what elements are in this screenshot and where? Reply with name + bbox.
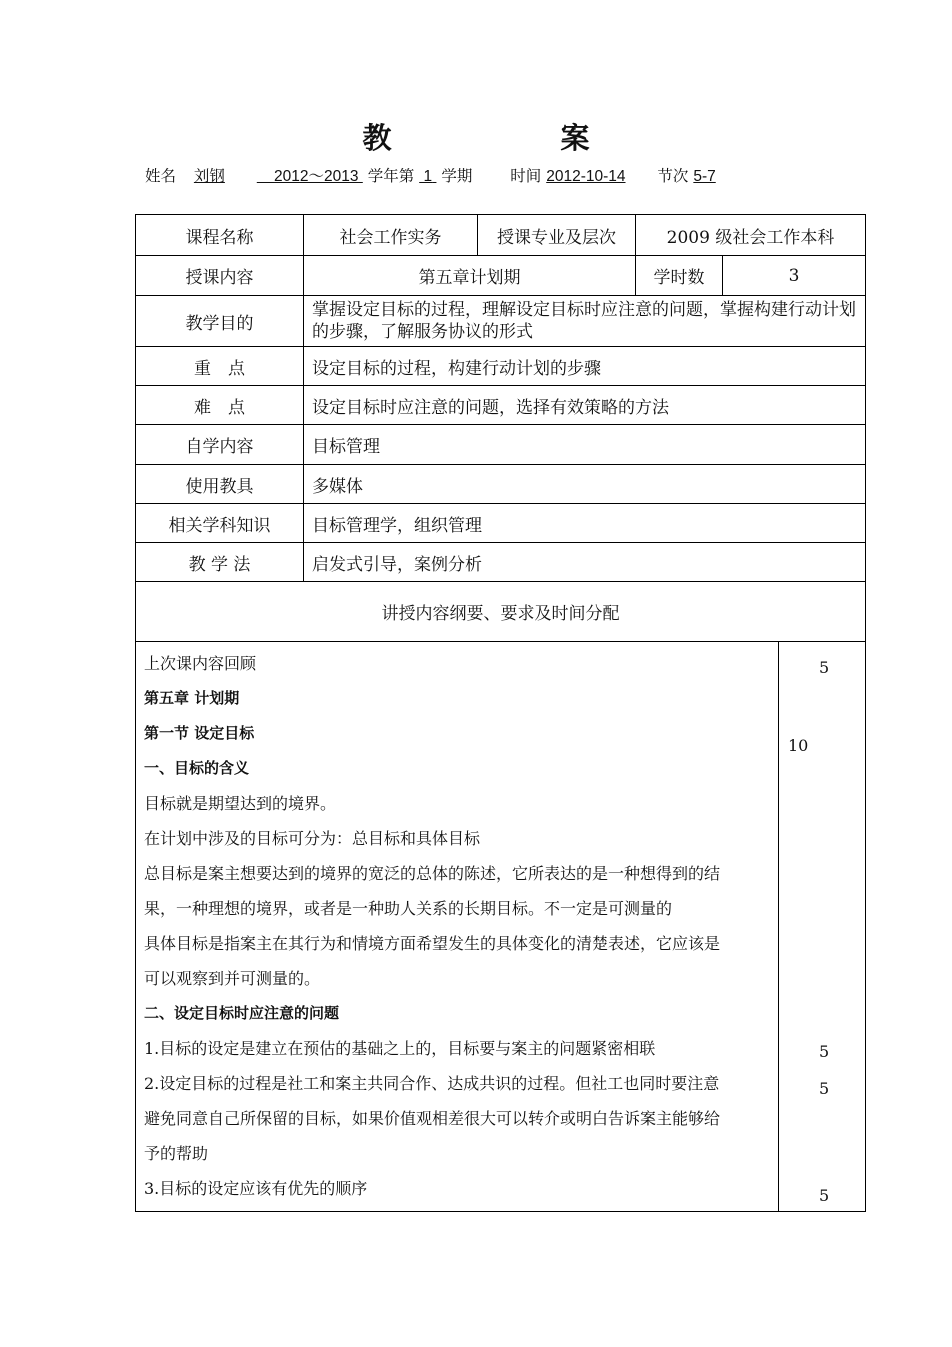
outline-line: 1.目标的设定是建立在预估的基础之上的，目标要与案主的问题紧密相联: [144, 1038, 656, 1058]
outline-line: 2.设定目标的过程是社工和案主共同合作、达成共识的过程。但社工也同时要注意: [144, 1073, 720, 1093]
outline-heading: 二、设定目标时应注意的问题: [144, 1003, 340, 1022]
outline-lines: [144, 647, 770, 1207]
related-label: 相关学科知识: [136, 504, 304, 543]
method-value: 启发式引导，案例分析: [304, 543, 866, 582]
time-allocation-cell: [779, 642, 866, 1212]
time-mark: 10: [788, 736, 809, 755]
time-mark: 5: [819, 658, 830, 677]
outline-heading: 一、目标的含义: [144, 758, 250, 777]
time-mark: 5: [819, 1042, 830, 1061]
tools-label: 使用教具: [136, 465, 304, 504]
meta-line: [145, 164, 716, 186]
section-label: 节次: [657, 167, 689, 185]
content-label: 授课内容: [136, 256, 304, 296]
lesson-plan-table: [135, 214, 866, 1212]
outline-line: 具体目标是指案主在其行为和情境方面希望发生的具体变化的清楚表述，它应该是: [144, 933, 721, 953]
major-value: 2009 级社会工作本科: [636, 215, 866, 256]
outline-line: 在计划中涉及的目标可分为：总目标和具体目标: [144, 828, 481, 848]
content-value: 第五章计划期: [304, 256, 636, 296]
outline-line: 可以观察到并可测量的。: [144, 968, 321, 988]
objective-label: 教学目的: [136, 296, 304, 347]
time-mark: 5: [819, 1186, 830, 1205]
related-value: 目标管理学，组织管理: [304, 504, 866, 543]
difficulty-value: 设定目标时应注意的问题，选择有效策略的方法: [304, 386, 866, 425]
difficulty-label: 难 点: [136, 386, 304, 425]
self-study-label: 自学内容: [136, 425, 304, 465]
outline-line: 果，一种理想的境界，或者是一种助人关系的长期目标。不一定是可测量的: [144, 898, 673, 918]
outline-line: 避免同意自己所保留的目标，如果价值观相差很大可以转介或明白告诉案主能够给: [144, 1108, 721, 1128]
tools-value: 多媒体: [304, 465, 866, 504]
time-mark: 5: [819, 1079, 830, 1098]
key-value: 设定目标的过程，构建行动计划的步骤: [304, 347, 866, 386]
outline-body: [136, 642, 779, 1212]
outline-line: 上次课内容回顾: [144, 653, 257, 673]
method-label: 教 学 法: [136, 543, 304, 582]
outline-heading: 第一节 设定目标: [144, 723, 255, 742]
document-title: 教 案: [362, 121, 660, 155]
objective-value: 掌握设定目标的过程，理解设定目标时应注意的问题，掌握构建行动计划的步骤，了解服务协议的形式: [304, 296, 866, 347]
outline-header: 讲授内容纲要、要求及时间分配: [136, 582, 866, 642]
school-year: 2012～2013: [274, 168, 359, 185]
hours-label: 学时数: [636, 256, 723, 296]
teacher-name: 刘钢: [193, 168, 225, 185]
name-label: 姓名: [145, 167, 177, 185]
time-label: 时间: [510, 167, 542, 185]
outline-heading: 第五章 计划期: [144, 688, 240, 707]
outline-line: 总目标是案主想要达到的境界的宽泛的总体的陈述，它所表达的是一种想得到的结: [144, 863, 721, 883]
major-label: 授课专业及层次: [478, 215, 636, 256]
term-suffix: 学期: [441, 167, 473, 185]
hours-value: 3: [723, 256, 866, 296]
outline-line: 予的帮助: [144, 1143, 209, 1163]
course-value: 社会工作实务: [304, 215, 478, 256]
course-label: 课程名称: [136, 215, 304, 256]
outline-line: 目标就是期望达到的境界。: [144, 793, 337, 813]
outline-line: 3.目标的设定应该有优先的顺序: [144, 1178, 368, 1198]
lesson-date: 2012-10-14: [546, 168, 626, 185]
self-study-value: 目标管理: [304, 425, 866, 465]
lesson-periods: 5-7: [693, 168, 716, 185]
term-number: 1: [423, 168, 433, 185]
key-label: 重 点: [136, 347, 304, 386]
year-suffix: 学年第: [367, 167, 415, 185]
